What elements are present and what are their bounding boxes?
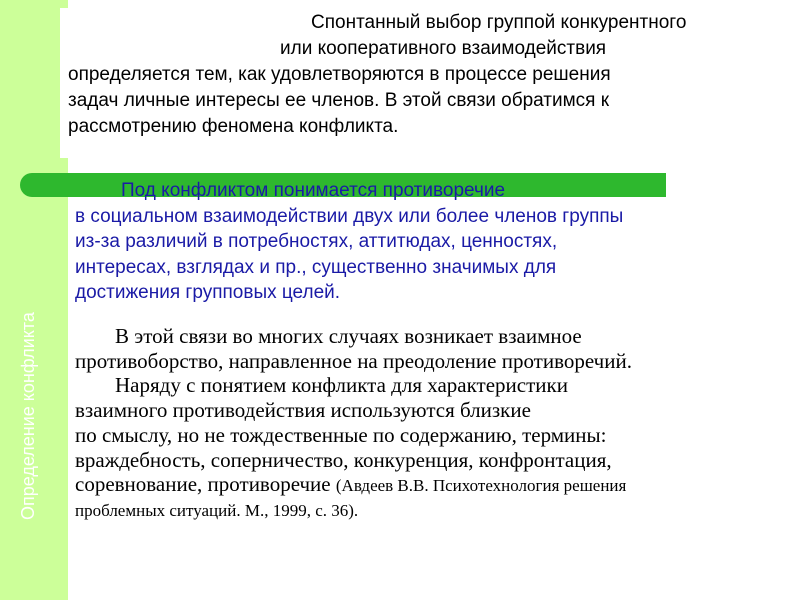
definition-line: интересах, взглядах и пр., существенно значимых для — [75, 256, 557, 278]
citation-text: (Авдеев В.В. Психотехнология решения — [335, 476, 627, 496]
body-line: противоборство, направленное на преодоление противоречий. — [75, 348, 632, 373]
definition-paragraph — [75, 178, 790, 306]
body-line: В этой связи во многих случаях возникает взаимное — [115, 324, 582, 348]
definition-line: в социальном взаимодействии двух или более членов группы — [75, 205, 624, 227]
body-line: по смыслу, но не тождественные по содержанию, термины: — [75, 422, 607, 447]
body-line: враждебность, соперничество, конкуренция, конфронтация, — [75, 447, 612, 472]
definition-line: из-за различий в потребностях, аттитюдах, ценностях, — [75, 231, 558, 252]
intro-line: определяется тем, как удовлетворяются в процессе решения — [68, 64, 611, 85]
intro-line: или кооперативного взаимодействия — [280, 38, 607, 59]
intro-line: рассмотрению феномена конфликта. — [68, 116, 399, 137]
body-line-with-citation — [75, 472, 790, 499]
definition-line: Под конфликтом понимается противоречие — [121, 180, 506, 201]
intro-line: Спонтанный выбор группой конкурентного — [311, 12, 687, 33]
body-line: взаимного противодействия используются близкие — [75, 398, 531, 423]
body-text — [75, 324, 790, 524]
intro-line: задач личные интересы ее членов. В этой связи обратимся к — [68, 90, 610, 111]
body-line: Наряду с понятием конфликта для характеристики — [115, 373, 568, 398]
intro-paragraph — [68, 10, 794, 140]
body-line: соревнование, противоречие — [75, 472, 336, 497]
citation-text: проблемных ситуаций. М., 1999, с. 36). — [75, 500, 359, 520]
sidebar-title: Определение конфликта — [18, 312, 38, 520]
definition-line: достижения групповых целей. — [75, 282, 341, 303]
